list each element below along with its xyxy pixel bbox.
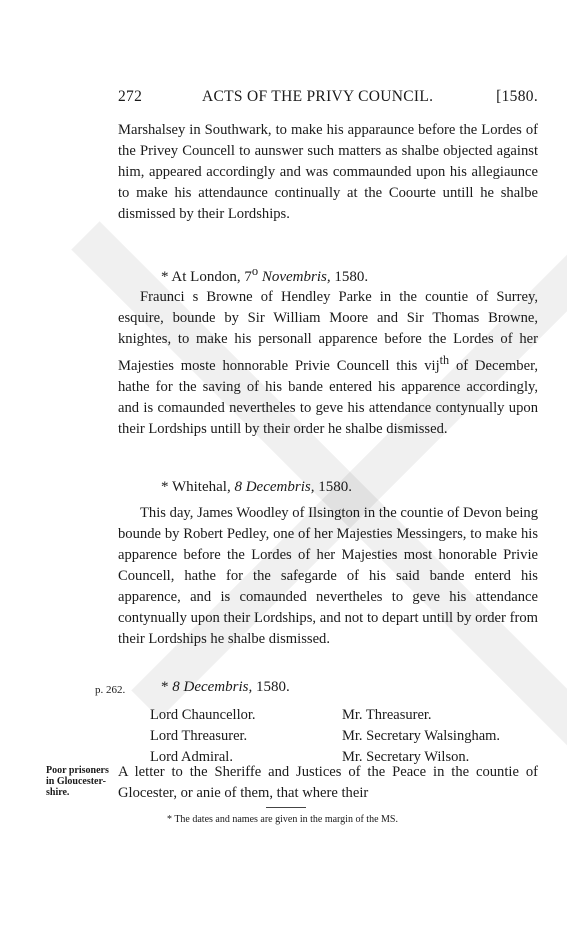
margin-note-line: in Gloucester- xyxy=(46,776,106,787)
paragraph-text: A letter to the Sheriffe and Justices of the Peace in the countie of Glocester, or anie of them, that where their xyxy=(118,764,538,801)
page-header xyxy=(118,88,538,112)
paragraph-francis-browne xyxy=(118,287,538,440)
member-name: Lord Threasurer. xyxy=(150,728,248,744)
heading-italic: Novembris, xyxy=(258,269,331,285)
member-name: Mr. Secretary Walsingham. xyxy=(342,728,501,744)
entry-heading xyxy=(161,679,290,696)
heading-suffix: 1580. xyxy=(314,479,352,495)
heading-prefix: * At London, 7 xyxy=(161,269,252,285)
paragraph-text: Marshalsey in Southwark, to make his apparaunce before the Lordes of the Privey Councell to aunswer such matters as shalbe objected against him, appeared accordingly and was commaunded upon his allegiaunce to make his attendaunce continually at the Coourte untill he shalbe dismissed by their Lordships. xyxy=(118,122,538,222)
heading-prefix: * Whitehal, xyxy=(161,479,231,495)
heading-suffix: 1580. xyxy=(252,679,290,695)
heading-italic: 8 Decembris, xyxy=(168,679,253,695)
paragraph-james-woodley xyxy=(118,503,538,650)
members-column-right xyxy=(342,705,500,768)
members-column-left xyxy=(150,705,256,768)
member-name: Lord Admiral. xyxy=(150,749,233,765)
margin-note-line: Poor prisoners xyxy=(46,765,109,776)
heading-italic: 8 Decembris, xyxy=(230,479,315,495)
heading-suffix: 1580. xyxy=(330,269,369,285)
margin-note-line: shire. xyxy=(46,787,70,798)
paragraph-text: This day, James Woodley of Ilsington in the countie of Devon being bounde by Robert Pedley, one of her Majesties Messingers, to make his apparence before the Lordes of her Majesties most honorable Privie Councell, hathe for the safegarde of his said bande enterd his apparence, and is comaunded nevertheles to geve his attendance contynually upon their Lordships, and not to depart untill by order from their Lordships he shalbe dismissed. xyxy=(118,505,538,647)
running-year: [1580. xyxy=(496,88,538,105)
page-number: 272 xyxy=(118,88,143,105)
entry-heading xyxy=(161,479,352,496)
footnote: * The dates and names are given in the margin of the MS. xyxy=(167,814,398,825)
page-reference: p. 262. xyxy=(95,684,126,696)
paragraph-superscript: th xyxy=(439,353,450,367)
paragraph-letter xyxy=(118,762,538,804)
paragraph-text xyxy=(118,287,538,440)
member-name: Lord Chauncellor. xyxy=(150,707,256,723)
paragraph-text-part: Fraunci s Browne of Hendley Parke in the countie of Surrey, esquire, bounde by Sir William Moore and Sir Thomas Browne, knightes, to make his personall apparence before the Lordes of her Majesties moste honnorable Privie Councell this vij xyxy=(118,289,538,374)
paragraph-continuation xyxy=(118,120,538,225)
heading-prefix: * xyxy=(161,679,169,695)
heading-superscript: o xyxy=(251,264,259,278)
member-name: Mr. Threasurer. xyxy=(342,707,432,723)
paragraph-text-part: of December, hathe for the saving of his bande entered his apparence accordingly, and is comaunded nevertheles to geve his attendance contynually upon their Lordships untill by their order he shalbe dismissed. xyxy=(118,357,539,437)
running-title: ACTS OF THE PRIVY COUNCIL. xyxy=(202,88,434,105)
margin-note xyxy=(46,765,109,798)
footnote-rule xyxy=(266,807,306,808)
member-name: Mr. Secretary Wilson. xyxy=(342,749,470,765)
entry-heading xyxy=(161,264,368,286)
